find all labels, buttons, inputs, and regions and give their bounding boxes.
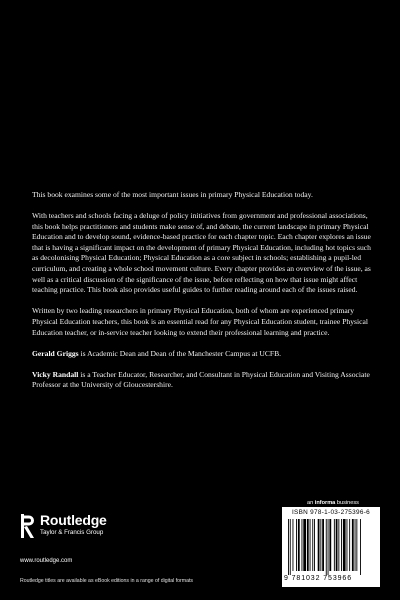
- blurb-paragraph-audience: Written by two leading researchers in primary Physical Education, both of whom are experienced primary Physical Education teachers, this book is an essential read for any Physical Education student, trainee Physical Education teacher, or in-service teacher looking to extend their professional learning and practice.: [32, 306, 368, 337]
- publisher-name: Routledge: [40, 512, 107, 528]
- blurb-paragraph-intro: This book examines some of the most important issues in primary Physical Education today.: [32, 190, 313, 199]
- informa-business-line: an informa business: [307, 500, 359, 506]
- barcode-number: 9 781032 753966: [284, 575, 352, 582]
- ebook-note: Routledge titles are available as eBook editions in a range of digital formats: [20, 578, 194, 584]
- barcode-graphic: [288, 519, 376, 575]
- isbn-label: ISBN 978-1-03-275396-6: [291, 509, 370, 516]
- back-cover-blurb: [32, 190, 372, 401]
- author-name: Vicky Randall: [32, 369, 79, 379]
- informa-brand: informa: [314, 500, 336, 506]
- author-bio-text: is a Teacher Educator, Researcher, and Consultant in Physical Education and Visiting Associate Professor at the University of Gloucestershire.: [32, 369, 370, 390]
- barcode-panel: [282, 507, 380, 587]
- author-bio-griggs: [32, 349, 372, 360]
- author-name: Gerald Griggs: [32, 348, 79, 358]
- publisher-website: www.routledge.com: [20, 558, 73, 564]
- author-bio-text: is Academic Dean and Dean of the Manchester Campus at UCFB.: [78, 348, 282, 358]
- author-bio-randall: [32, 370, 372, 391]
- publisher-group: Taylor & Francis Group: [40, 529, 104, 536]
- routledge-logo-icon: [20, 514, 35, 538]
- blurb-paragraph-description: With teachers and schools facing a deluge of policy initiatives from government and professional associations, this book helps practitioners and students make sense of, and debate, the current landscape in primary Physical Education and to develop sound, evidence-based practice for each chapter topic. Each chapter explores an issue that is having a significant impact on the development of primary Physical Education, including hot topics such as decolonising Physical Education; Physical Education as a core subject in schools; establishing a pupil-led curriculum, and creating a whole school movement culture. Every chapter provides an overview of the issue, as well as a critical discussion of the significance of the issue, before reflecting on how that issue might affect teaching practice. This book also provides useful guides to further reading around each of the issues raised.: [32, 211, 371, 295]
